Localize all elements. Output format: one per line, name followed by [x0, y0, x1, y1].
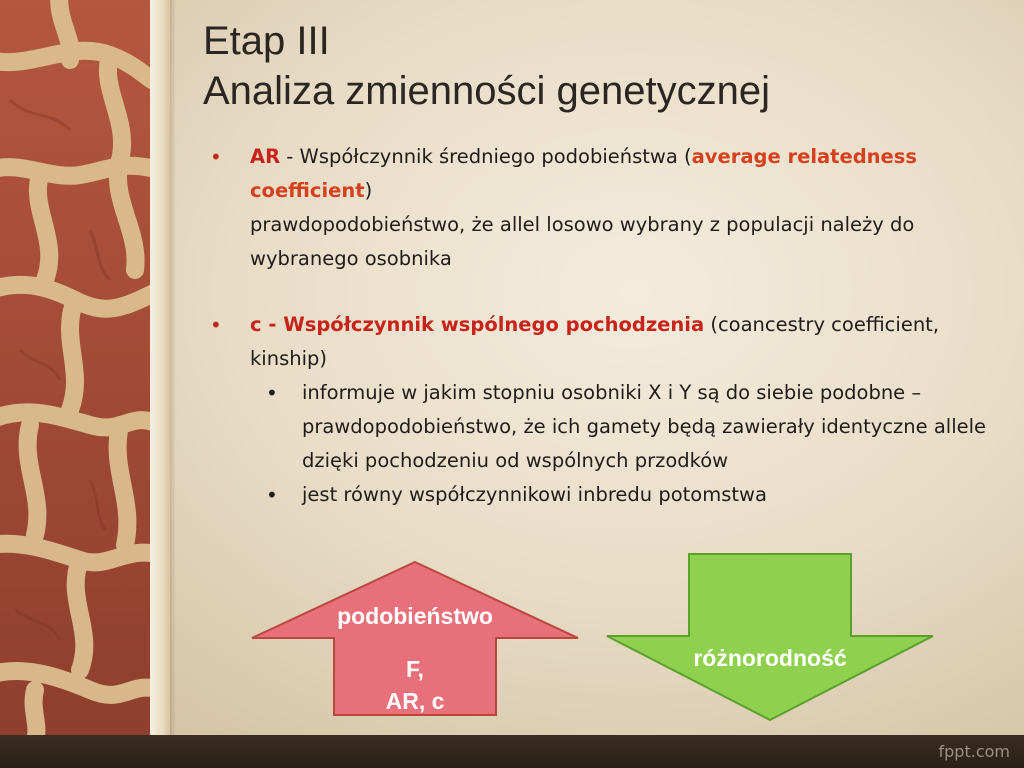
bullet-marker: • [210, 313, 222, 337]
up-arrow-measures-line-2: AR, c [385, 688, 445, 714]
sub-bullet-marker: • [266, 381, 278, 405]
c-term: c - Współczynnik wspólnego pochodzenia [250, 313, 705, 336]
up-arrow-label: podobieństwo [337, 603, 493, 629]
panel-divider-shadow [170, 0, 176, 735]
footer-brand: fppt.com [938, 742, 1010, 761]
ar-term: AR [250, 145, 281, 168]
down-arrow-label: różnorodność [693, 645, 847, 671]
ar-description: - Współczynnik średniego podobieństwa ( [280, 145, 692, 168]
ar-definition: prawdopodobieństwo, że allel losowo wybrany z populacji należy do wybranego osobnika [250, 213, 915, 270]
giraffe-pattern-panel [0, 0, 150, 735]
giraffe-pattern-image [0, 0, 150, 735]
down-arrow-shape [603, 552, 937, 724]
ar-close-paren: ) [364, 179, 373, 202]
ar-english-term: average relatedness coefficient [250, 145, 917, 202]
bullet-marker: • [210, 145, 222, 169]
slide-title [203, 16, 1003, 116]
sub-bullet-similarity [210, 376, 1015, 478]
bullet-ar [210, 140, 1015, 276]
up-arrow-measures-line-1: F, [406, 656, 424, 682]
panel-divider [150, 0, 170, 735]
sub-bullet-inbreeding [210, 478, 1015, 512]
bullet-c [210, 308, 1015, 376]
title-line-1: Etap III [203, 19, 330, 63]
sub-bullet-marker: • [266, 483, 278, 507]
spacer [210, 276, 1015, 308]
c-english-term: (coancestry coefficient, kinship) [250, 313, 940, 370]
footer-bar [0, 735, 1024, 768]
sub-bullet-text: jest równy współczynnikowi inbredu potomstwa [302, 483, 767, 506]
slide-content [210, 140, 1015, 512]
title-line-2: Analiza zmienności genetycznej [203, 69, 770, 113]
sub-bullet-text: informuje w jakim stopniu osobniki X i Y są do siebie podobne – prawdopodobieństwo, że ich gamety będą zawierały identyczne allele dzięki pochodzeniu od wspólnych przodków [302, 381, 987, 472]
